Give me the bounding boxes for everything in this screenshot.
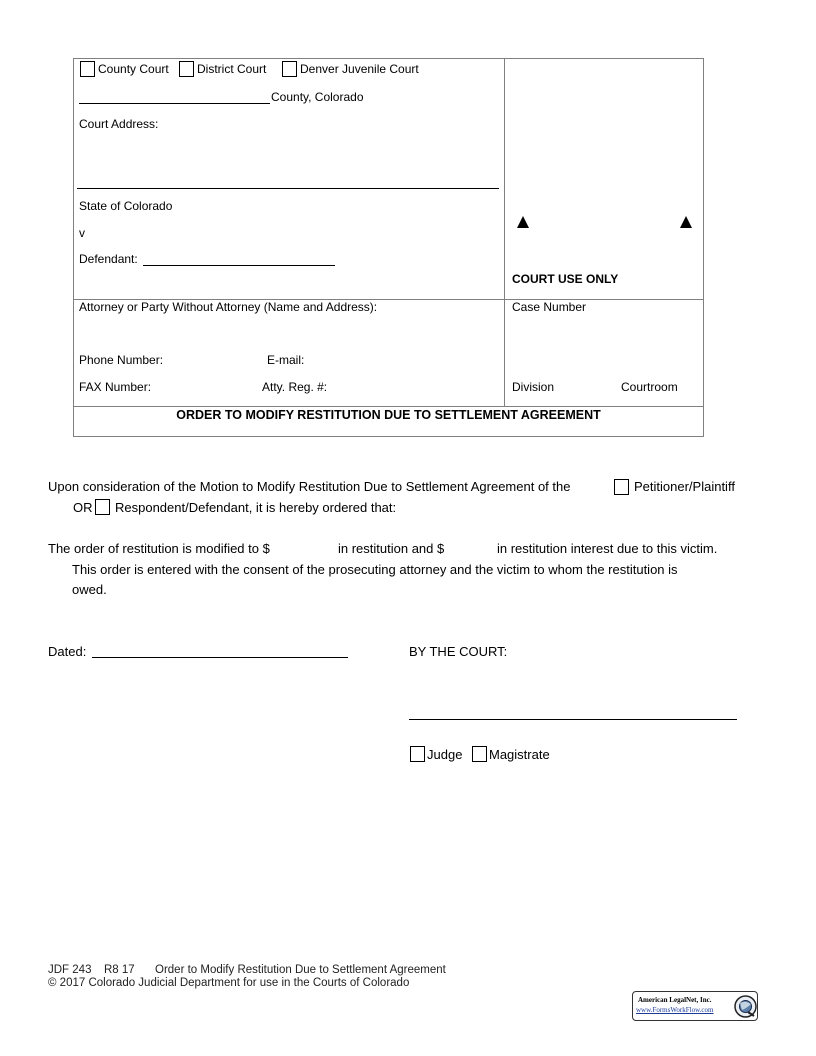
- email-label: E-mail:: [267, 353, 305, 367]
- judge-label: Judge: [427, 747, 463, 762]
- judge-checkbox[interactable]: [410, 746, 425, 762]
- paragraph2-part3: in restitution interest due to this victim.: [497, 541, 718, 556]
- logo-url[interactable]: www.FormsWorkFlow.com: [636, 1006, 714, 1014]
- dated-field[interactable]: [92, 657, 348, 658]
- case-number-label: Case Number: [512, 300, 587, 314]
- logo-company: American LegalNet, Inc.: [638, 996, 712, 1004]
- phone-label: Phone Number:: [79, 353, 164, 367]
- order-title: ORDER TO MODIFY RESTITUTION DUE TO SETTLEMENT AGREEMENT: [176, 408, 601, 422]
- magistrate-label: Magistrate: [489, 747, 550, 762]
- party-plaintiff: State of Colorado: [79, 199, 173, 213]
- county-name-field[interactable]: [79, 103, 270, 104]
- district-court-checkbox[interactable]: [179, 61, 194, 77]
- respondent-label: Respondent/Defendant, it is hereby ordered that:: [115, 500, 397, 515]
- petitioner-checkbox[interactable]: [614, 479, 629, 495]
- court-address-label: Court Address:: [79, 117, 159, 131]
- county-court-label: County Court: [98, 62, 169, 76]
- globe-icon: [734, 994, 757, 1019]
- paragraph2-part2: in restitution and $: [338, 541, 445, 556]
- defendant-name-field[interactable]: [143, 265, 335, 266]
- dated-label: Dated:: [48, 644, 87, 659]
- paragraph2-line2: This order is entered with the consent of the prosecuting attorney and the victim to whom the restitution is: [72, 562, 678, 577]
- footer-form-title: Order to Modify Restitution Due to Settlement Agreement: [155, 964, 446, 976]
- courtroom-label: Courtroom: [621, 380, 678, 394]
- by-the-court-label: BY THE COURT:: [409, 644, 508, 659]
- signature-line[interactable]: [409, 719, 737, 720]
- footer-copyright: © 2017 Colorado Judicial Department for use in the Courts of Colorado: [48, 977, 410, 989]
- respondent-checkbox[interactable]: [95, 499, 110, 515]
- caption-party-rule: [77, 188, 499, 189]
- petitioner-label: Petitioner/Plaintiff: [634, 479, 735, 494]
- county-court-checkbox[interactable]: [80, 61, 95, 77]
- footer-revision: R8 17: [104, 964, 135, 976]
- paragraph2-line3: owed.: [72, 582, 107, 597]
- fax-label: FAX Number:: [79, 380, 152, 394]
- paragraph1-intro: Upon consideration of the Motion to Modify Restitution Due to Settlement Agreement of the: [48, 479, 571, 494]
- caption-box: [73, 58, 704, 437]
- attorney-label: Attorney or Party Without Attorney (Name and Address):: [79, 300, 378, 314]
- or-label: OR: [73, 500, 93, 515]
- arrow-up-icon-left: [517, 216, 529, 228]
- district-court-label: District Court: [197, 62, 267, 76]
- denver-juvenile-court-checkbox[interactable]: [282, 61, 297, 77]
- paragraph2-part1: The order of restitution is modified to $: [48, 541, 270, 556]
- magistrate-checkbox[interactable]: [472, 746, 487, 762]
- caption-vertical-divider: [504, 58, 505, 407]
- versus-label: v: [79, 226, 85, 240]
- arrow-up-icon-right: [680, 216, 692, 228]
- court-use-only-label: COURT USE ONLY: [512, 272, 619, 286]
- atty-reg-label: Atty. Reg. #:: [262, 380, 328, 394]
- footer-form-id: JDF 243: [48, 964, 92, 976]
- denver-juvenile-court-label: Denver Juvenile Court: [300, 62, 419, 76]
- division-label: Division: [512, 380, 555, 394]
- defendant-label: Defendant:: [79, 252, 138, 266]
- legalnet-logo: [632, 991, 758, 1021]
- county-suffix: County, Colorado: [271, 90, 364, 104]
- caption-divider-title: [73, 406, 704, 407]
